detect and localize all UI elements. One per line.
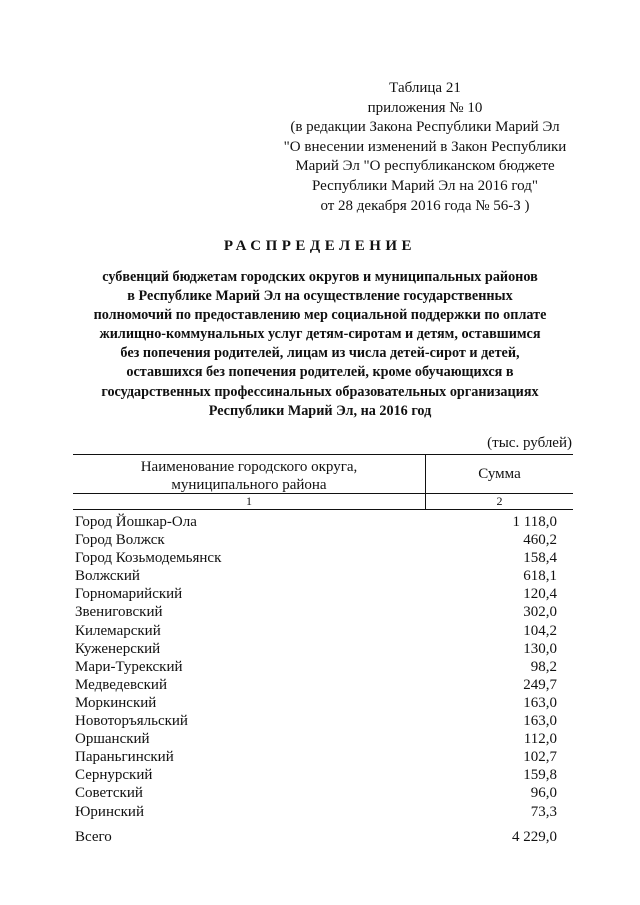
district-amount: 163,0 [523,694,557,711]
subtitle-line: без попечения родителей, лицам из числа детей-сирот и детей, [120,345,520,362]
table-row [75,658,557,676]
column-number-1: 1 [246,494,252,508]
subtitle-line: субвенций бюджетам городских округов и муниципальных районов [102,269,538,285]
table-row [75,513,557,531]
district-amount: 302,0 [523,604,557,621]
district-name: Медведевский [75,676,167,693]
subtitle-line: государственных профессинальных образовательных организациях [101,383,539,400]
header-line: Республики Марий Эл на 2016 год" [311,177,539,194]
district-amount: 249,7 [523,676,557,693]
table-row [75,676,557,694]
district-name: Город Йошкар-Ола [75,514,197,530]
district-amount: 120,4 [523,586,557,603]
district-amount: 98,2 [530,658,557,675]
column-header-name-line: Наименование городского округа, [140,459,358,475]
subtitle-line: Республики Марий Эл, на 2016 год [208,402,432,419]
district-amount: 102,7 [523,749,557,766]
table-header [73,454,573,510]
table-row [75,784,557,802]
district-name: Оршанский [75,731,150,748]
table-row [75,712,557,730]
table-row [75,640,557,658]
district-amount: 73,3 [530,803,557,820]
total-row [75,828,557,846]
header-line: Марий Эл "О республиканском бюджете [295,158,555,175]
district-name: Куженерский [75,640,161,657]
total-value: 4 229,0 [512,829,557,845]
subtitle-line: оставшихся без попечения родителей, кроме обучающихся в [126,364,514,381]
district-amount: 159,8 [523,767,557,784]
table-row [75,766,557,784]
district-name: Горномарийский [75,586,183,603]
total-label: Всего [75,829,112,845]
table-row [75,748,557,766]
subtitle-line: в Республике Марий Эл на осуществление государственных [127,288,513,305]
table-row [75,694,557,712]
header-line: Таблица 21 [389,80,461,96]
district-name: Советский [75,785,143,802]
district-amount: 163,0 [523,713,557,730]
district-name: Город Козьмодемьянск [75,550,222,567]
header-line: приложения № 10 [367,99,483,116]
district-name: Новоторъяльский [75,713,188,730]
district-amount: 112,0 [523,731,557,748]
table-row [75,531,557,549]
district-name: Город Волжск [75,532,165,549]
table-row [75,803,557,821]
district-amount: 618,1 [523,568,557,585]
header-line: от 28 декабря 2016 года № 56-З ) [320,197,530,214]
district-name: Сернурский [75,767,153,784]
header-line: "О внесении изменений в Закон Республики [283,138,567,155]
district-name: Мари-Турекский [75,658,183,675]
district-amount: 104,2 [523,622,557,639]
appendix-reference [280,79,570,216]
column-header-name [73,458,425,494]
table-body [75,513,557,821]
district-name: Звениговский [75,604,163,621]
district-name: Юринский [75,803,144,820]
district-name: Параньгинский [75,749,174,766]
district-name: Килемарский [75,622,161,639]
column-number-2: 2 [496,494,503,508]
district-name: Волжский [75,568,140,585]
table-row [75,622,557,640]
table-row [75,730,557,748]
document-subtitle [60,268,580,421]
district-amount: 1 118,0 [512,514,557,530]
column-header-sum: Сумма [478,466,521,482]
table-row [75,549,557,567]
table-row [75,567,557,585]
column-header-name-line: муниципального района [171,477,327,493]
subtitle-line: полномочий по предоставлению мер социальной поддержки по оплате [93,307,547,324]
district-amount: 460,2 [523,532,557,549]
units-label: (тыс. рублей) [487,435,572,451]
table-row [75,585,557,603]
district-name: Моркинский [75,694,157,711]
document-title: РАСПРЕДЕЛЕНИЕ [223,238,417,254]
subtitle-line: жилищно-коммунальных услуг детям-сиротам и детям, оставшимся [99,326,541,343]
district-amount: 130,0 [523,640,557,657]
table-row [75,603,557,621]
district-amount: 158,4 [523,550,557,567]
district-amount: 96,0 [530,785,557,802]
header-line: (в редакции Закона Республики Марий Эл [290,119,560,136]
